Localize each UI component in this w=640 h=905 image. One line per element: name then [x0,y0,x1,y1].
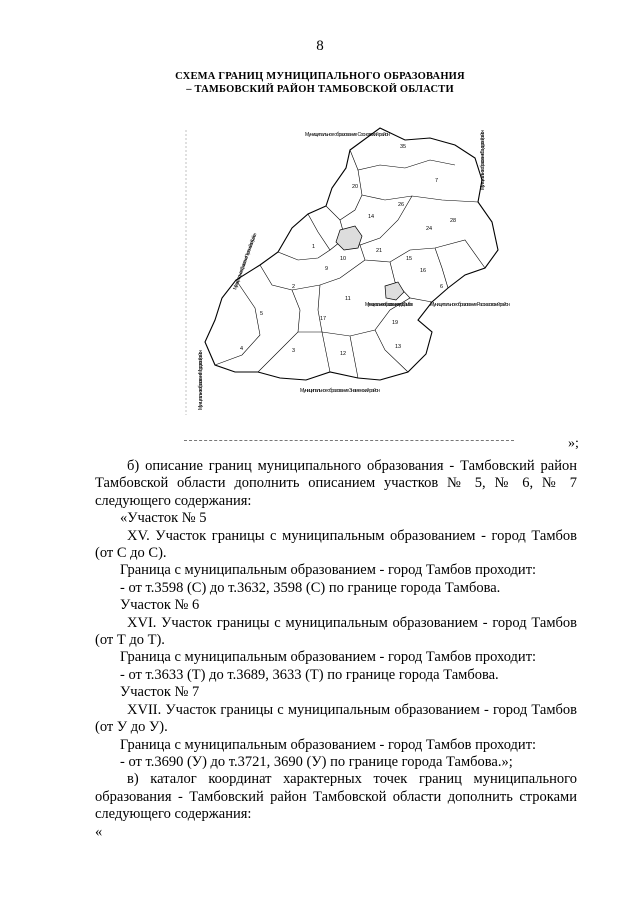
section-heading-uchastok-7: Участок № 7 [120,684,200,701]
section-heading-uchastok-6: Участок № 6 [120,597,200,614]
region-number: 17 [320,316,327,322]
opening-quote: « [95,823,103,840]
region-number: 10 [340,256,347,262]
region-number: 20 [352,184,359,190]
paragraph-xvi: XVI. Участок границы с муниципальным образованием - город Тамбов (от Т до Т). [95,614,577,649]
region-number: 35 [400,144,407,150]
label-mordovsky: Муниципальное образование Мордовский район [198,350,204,410]
region-number: 13 [395,344,402,350]
region-number: 4 [240,346,244,352]
label-tambov-city: Муниципальное образование город Тамбов [365,302,413,308]
label-znamensky: Муниципальное образование Знаменский район [300,388,380,394]
title-line-1: СХЕМА ГРАНИЦ МУНИЦИПАЛЬНОГО ОБРАЗОВАНИЯ [175,71,465,82]
section-heading-uchastok-5: «Участок № 5 [120,510,207,527]
paragraph-v-intro: в) каталог координат характерных точек границ муниципального образования - Тамбовский район Тамбовской области дополнить строками следующего содержания: [95,771,577,823]
region-number: 6 [440,284,444,290]
document-body [95,458,577,841]
paragraph-from-2: - от т.3633 (Т) до т.3689, 3633 (Т) по границе города Тамбова. [120,666,499,683]
region-number: 19 [392,320,399,326]
document-title [0,70,640,96]
paragraph-from-1: - от т.3598 (С) до т.3632, 3598 (С) по границе города Тамбова. [120,579,501,596]
title-line-2: – ТАМБОВСКИЙ РАЙОН ТАМБОВСКОЙ ОБЛАСТИ [186,84,454,95]
paragraph-xvii: XVII. Участок границы с муниципальным образованием - город Тамбов (от У до У). [95,701,577,736]
paragraph-border-2: Граница с муниципальным образованием - город Тамбов проходит: [120,649,537,666]
region-number: 7 [435,178,439,184]
page-number: 8 [316,38,324,54]
region-number: 26 [398,202,405,208]
region-number: 28 [450,218,457,224]
paragraph-b-intro: б) описание границ муниципального образования - Тамбовский район Тамбовской области дополнить описанием участков № 5, № 6, № 7 следующего содержания: [95,458,577,509]
label-pervomaisky: Муниципальное образование Первомайский район [232,232,259,291]
closing-mark: »; [568,436,579,451]
paragraph-border-3: Граница с муниципальным образованием - город Тамбов проходит: [120,736,537,753]
label-rasskazovsky: Муниципальное образование Рассказовский район [430,302,510,308]
region-number: 24 [426,226,433,232]
label-bondarsky: Муниципальное образование Бондарский район [480,129,486,190]
paragraph-xv: XV. Участок границы с муниципальным образованием - город Тамбов (от С до С). [95,527,577,562]
paragraph-border-1: Граница с муниципальным образованием - город Тамбов проходит: [120,562,537,579]
region-number: 12 [340,351,347,357]
label-sosnovsky: Муниципальное образование Сосновский район [305,132,390,138]
district-boundary-map [180,110,520,440]
region-number: 3 [292,348,296,354]
region-number: 16 [420,268,427,274]
tambov-city-area [336,226,362,250]
map-svg [180,110,520,440]
paragraph-from-3: - от т.3690 (У) до т.3721, 3690 (У) по границе города Тамбова.»; [120,753,513,770]
map-bottom-rule [184,440,514,441]
region-number: 14 [368,214,375,220]
region-number: 2 [292,284,296,290]
region-number: 9 [325,266,329,272]
region-number: 21 [376,248,383,254]
region-number: 5 [260,311,264,317]
region-number: 11 [345,296,351,302]
region-number: 1 [312,244,316,250]
region-number: 15 [406,256,413,262]
